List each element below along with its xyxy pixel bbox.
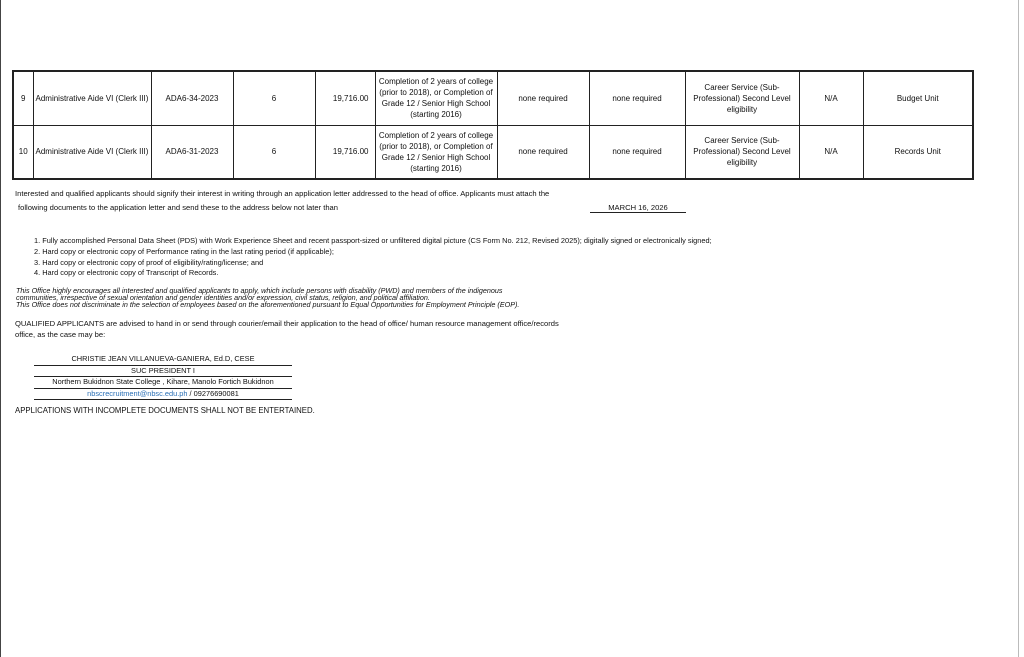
list-item: 3. Hard copy or electronic copy of proof of eligibility/rating/license; and <box>34 257 264 267</box>
plantilla-item-no: ADA6-34-2023 <box>151 71 233 125</box>
list-item: 4. Hard copy or electronic copy of Transcript of Records. <box>34 268 219 278</box>
notice-line-2: following documents to the application letter and send these to the address below not later than <box>18 203 338 212</box>
incomplete-warning: APPLICATIONS WITH INCOMPLETE DOCUMENTS SHALL NOT BE ENTERTAINED. <box>15 406 315 415</box>
eop-line-2: communities, irrespective of sexual orientation and gender identities and/or expression, civil status, religion, and political affiliation. <box>16 293 430 302</box>
position-title: Administrative Aide VI (Clerk III) <box>33 125 151 179</box>
signatory-title: SUC PRESIDENT I <box>34 366 292 378</box>
signatory-address: Northern Bukidnon State College , Kihare, Manolo Fortich Bukidnon <box>34 377 292 389</box>
experience-requirement: none required <box>589 71 685 125</box>
signatory-block <box>34 354 292 400</box>
experience-requirement: none required <box>589 125 685 179</box>
notice-line-1: Interested and qualified applicants should signify their interest in writing through an application letter addressed to the head of office. Applicants must attach the <box>15 189 550 198</box>
salary-grade: 6 <box>233 125 315 179</box>
list-item: 1. Fully accomplished Personal Data Sheet (PDS) with Work Experience Sheet and recent passport-sized or unfiltered digital picture (CS Form No. 212, Revised 2025); digitally signed or electronically signed; <box>34 236 712 245</box>
eligibility-requirement: Career Service (Sub-Professional) Second Level eligibility <box>685 125 799 179</box>
list-item: 2. Hard copy or electronic copy of Performance rating in the last rating period (if applicable); <box>34 246 334 256</box>
row-number: 10 <box>13 125 33 179</box>
requirements-list <box>34 236 712 279</box>
page-border-right <box>1018 0 1019 657</box>
education-requirement: Completion of 2 years of college (prior to 2018), or Completion of Grade 12 / Senior High School (starting 2016) <box>375 71 497 125</box>
signatory-name: CHRISTIE JEAN VILLANUEVA-GANIERA, Ed.D, CESE <box>34 354 292 366</box>
signatory-contact <box>34 389 292 401</box>
competency: N/A <box>799 71 863 125</box>
row-number: 9 <box>13 71 33 125</box>
competency: N/A <box>799 125 863 179</box>
deadline-date: MARCH 16, 2026 <box>590 203 686 213</box>
monthly-salary: 19,716.00 <box>315 125 375 179</box>
training-requirement: none required <box>497 125 589 179</box>
phone-number: / 09276690081 <box>187 388 239 398</box>
eligibility-requirement: Career Service (Sub-Professional) Second Level eligibility <box>685 71 799 125</box>
position-title: Administrative Aide VI (Clerk III) <box>33 71 151 125</box>
table-body <box>13 71 973 179</box>
training-requirement: none required <box>497 71 589 125</box>
education-requirement: Completion of 2 years of college (prior to 2018), or Completion of Grade 12 / Senior High School (starting 2016) <box>375 125 497 179</box>
qualified-line-1: QUALIFIED APPLICANTS are advised to hand in or send through courier/email their application to the head of office/ human resource management office/records <box>15 319 559 328</box>
eop-line-3: This Office does not discriminate in the selection of employees based on the aforementioned pursuant to Equal Opportunities for Employment Principle (EOP). <box>16 300 520 309</box>
positions-table <box>12 70 974 180</box>
table-row <box>13 71 973 125</box>
place-of-assignment: Records Unit <box>863 125 973 179</box>
place-of-assignment: Budget Unit <box>863 71 973 125</box>
email-link[interactable]: nbscrecruitment@nbsc.edu.ph <box>87 388 188 398</box>
monthly-salary: 19,716.00 <box>315 71 375 125</box>
table-row <box>13 125 973 179</box>
page-border-left <box>0 0 1 657</box>
qualified-line-2: office, as the case may be: <box>15 330 106 339</box>
eop-line-1: This Office highly encourages all interested and qualified applicants to apply, which include persons with disability (PWD) and members of the indigenous <box>16 286 503 295</box>
plantilla-item-no: ADA6-31-2023 <box>151 125 233 179</box>
salary-grade: 6 <box>233 71 315 125</box>
